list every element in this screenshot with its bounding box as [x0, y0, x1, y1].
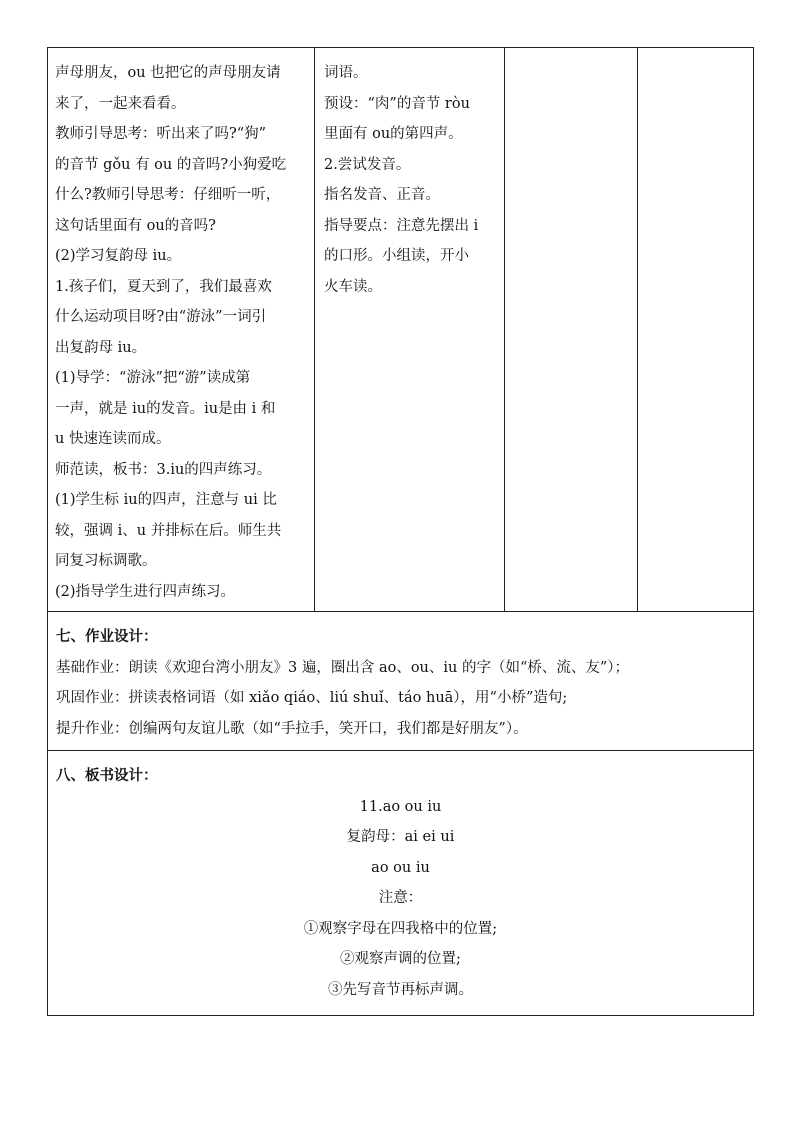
teacher-activity-line: 的音节 gǒu 有 ou 的音吗?小狗爱吃 [55, 156, 287, 173]
homework-line: 提升作业：创编两句友谊儿歌（如“手拉手，笑开口，我们都是好朋友”）。 [56, 720, 528, 737]
teacher-activity-line: 1.孩子们，夏天到了，我们最喜欢 [55, 278, 272, 295]
homework-line: 巩固作业：拼读表格词语（如 xiǎo qiáo、liú shuǐ、táo huā），用“小桥”造句; [56, 690, 568, 706]
teacher-activity-line: 声母朋友，ou 也把它的声母朋友请 [55, 65, 281, 81]
board-design-row [48, 751, 754, 1016]
teacher-activity-line: 较，强调 i、u 并排标在后。师生共 [55, 522, 282, 539]
teacher-activity-line: 来了，一起来看看。 [55, 95, 186, 112]
teaching-process-row [48, 48, 754, 612]
teacher-activity-line: 什么运动项目呀?由“游泳”一词引 [55, 309, 267, 325]
teacher-activity-line: 教师引导思考：听出来了吗?“狗” [55, 126, 267, 142]
lesson-plan-table [47, 47, 754, 1016]
homework-heading: 七、作业设计： [56, 629, 158, 645]
board-line: ①观察字母在四我格中的位置; [303, 920, 498, 937]
student-activity-line: 2.尝试发音。 [324, 156, 411, 173]
homework-line: 基础作业：朗读《欢迎台湾小朋友》3 遍，圈出含 ao、ou、iu 的字（如“桥、流、友”）； [56, 659, 630, 676]
board-design-section [48, 751, 754, 1016]
student-activity-line: 指名发音、正音。 [324, 187, 440, 203]
board-line: 复韵母：ai ei ui [346, 829, 455, 845]
board-lines [56, 792, 745, 1006]
empty-cell-4 [638, 48, 754, 612]
teacher-activity-line: 什么?教师引导思考：仔细听一听， [55, 187, 281, 203]
teacher-activity-text [48, 48, 314, 611]
teacher-activity-cell [48, 48, 315, 612]
teacher-activity-line: 同复习标调歌。 [55, 553, 157, 569]
teacher-activity-line: (2)学习复韵母 iu。 [55, 248, 182, 264]
teacher-activity-line: 出复韵母 iu。 [55, 339, 147, 356]
student-activity-line: 指导要点：注意先摆出 i [324, 217, 479, 234]
lesson-plan-page [47, 47, 753, 1016]
student-activity-line: 的口形。小组读，开小 [324, 248, 469, 264]
teacher-activity-line: (1)学生标 iu的四声，注意与 ui 比 [55, 492, 277, 508]
teacher-activity-line: 这句话里面有 ou的音吗? [55, 217, 216, 234]
board-line: ②观察声调的位置; [340, 951, 461, 967]
student-activity-line: 预设：“肉”的音节 ròu [324, 95, 470, 112]
student-activity-cell [315, 48, 505, 612]
student-activity-text [315, 48, 504, 306]
homework-section [48, 612, 754, 751]
teacher-activity-line: (2)指导学生进行四声练习。 [55, 583, 236, 600]
board-line: ao ou iu [371, 859, 430, 876]
teacher-activity-line: u 快速连读而成。 [55, 431, 171, 447]
student-activity-line: 里面有 ou的第四声。 [324, 126, 463, 142]
teacher-activity-line: 师范读，板书：3.iu的四声练习。 [55, 461, 272, 478]
board-line: 11.ao ou iu [359, 798, 442, 815]
board-heading: 八、板书设计： [56, 768, 158, 784]
homework-row [48, 612, 754, 751]
student-activity-line: 火车读。 [324, 278, 382, 295]
homework-lines [56, 653, 745, 745]
student-activity-line: 词语。 [324, 65, 368, 81]
empty-cell-3 [505, 48, 638, 612]
teacher-activity-line: 一声，就是 iu的发音。iu是由 i 和 [55, 400, 276, 417]
board-line: ③先写音节再标声调。 [328, 981, 473, 998]
teacher-activity-line: (1)导学：“游泳”把“游”读成第 [55, 370, 251, 386]
board-line: 注意： [378, 890, 423, 906]
